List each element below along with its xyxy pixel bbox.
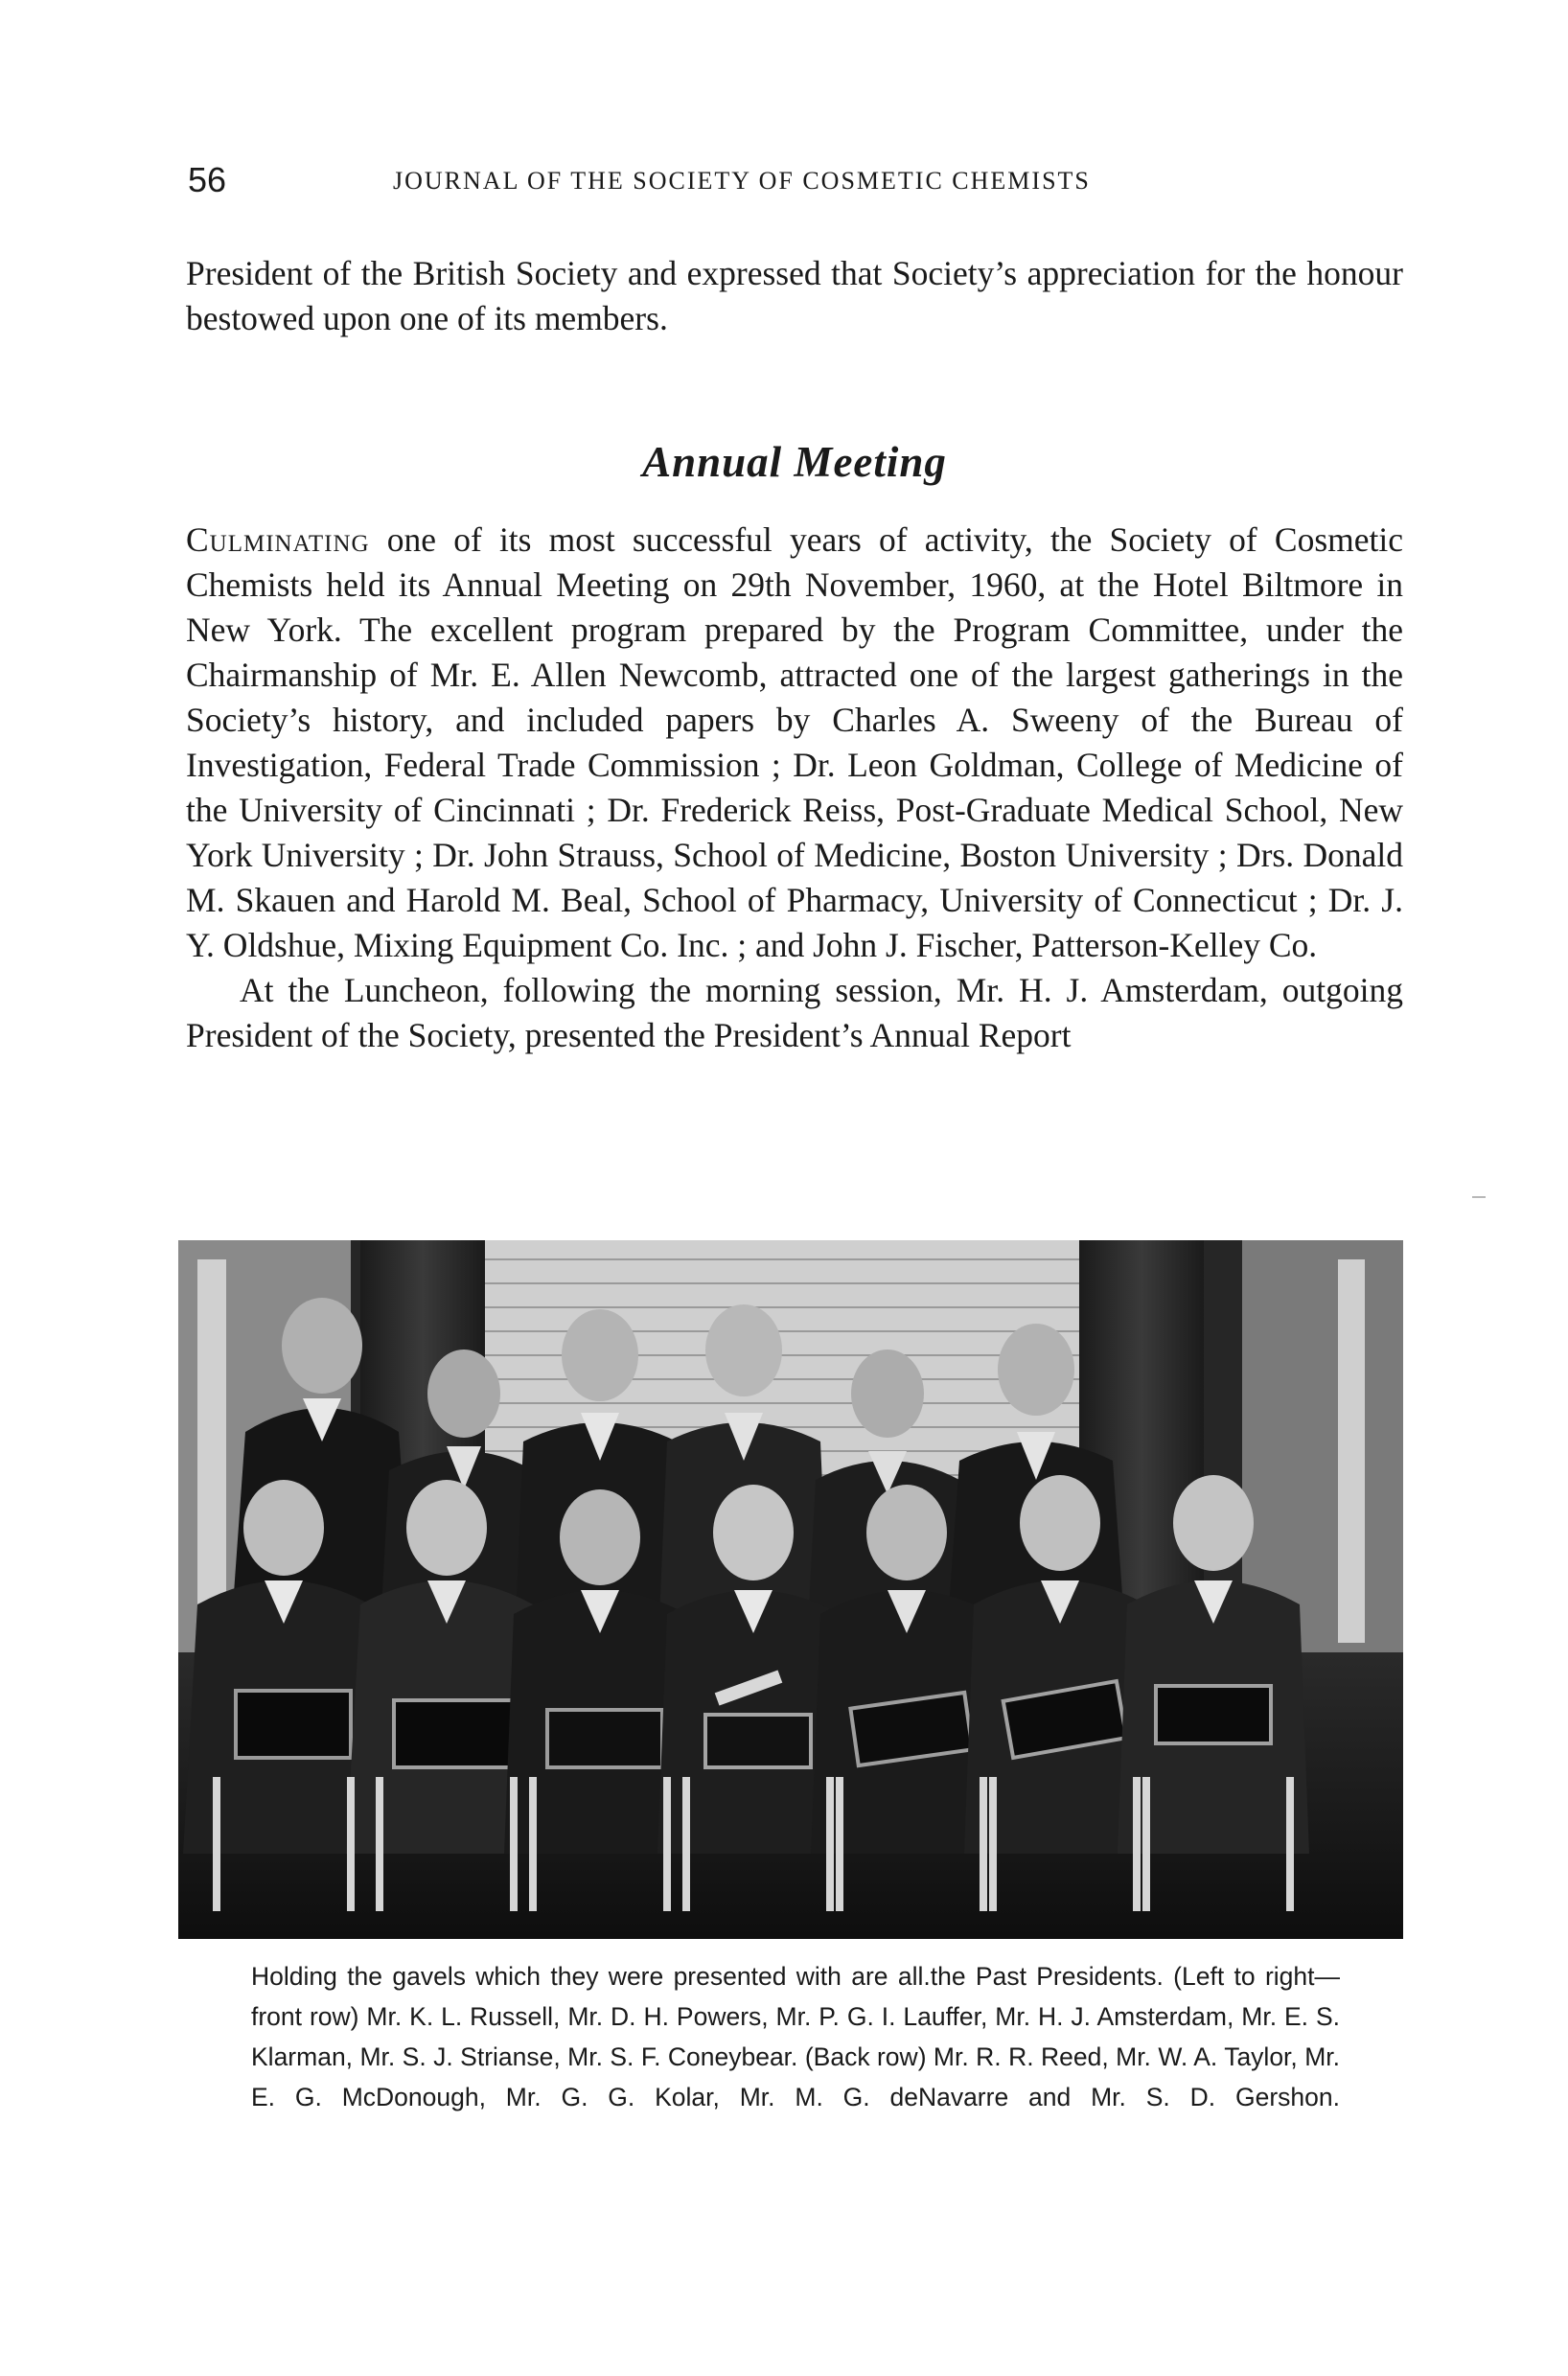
page-number: 56: [188, 160, 227, 199]
group-photo-illustration: [178, 1240, 1403, 1939]
continued-paragraph: President of the British Society and expressed that Society’s appreciation for the honour bestowed upon one of its members.: [186, 254, 1403, 337]
figure-caption: Holding the gavels which they were presented with are all.the Past Presidents. (Left to right—front row) Mr. K. L. Russell, Mr. D. H. Powers, Mr. P. G. I. Lauffer, Mr. H. J. Amsterdam, Mr. E. S. Klarman, Mr. S. J. Strianse, Mr. S. F. Coneybear. (Back row) Mr. R. R. Reed, Mr. W. A. Taylor, Mr. E. G. McDonough, Mr. G. G. Kolar, Mr. M. G. deNavarre and Mr. S. D. Gershon.: [251, 1962, 1340, 2111]
group-photo: [178, 1240, 1403, 1939]
section-body: [186, 518, 1403, 1058]
paragraph-1-lead-in: Culminating: [186, 520, 370, 559]
paragraph-2: At the Luncheon, following the morning session, Mr. H. J. Amsterdam, outgoing President of the Society, presented the President’s Annual Report: [186, 971, 1403, 1054]
running-head: JOURNAL OF THE SOCIETY OF COSMETIC CHEMISTS: [393, 167, 1091, 195]
page-header: [188, 161, 1399, 199]
right-pilaster: [1338, 1259, 1365, 1643]
paragraph-1-text: one of its most successful years of activity, the Society of Cosmetic Chemists held its Annual Meeting on 29th November, 1960, at the Hotel Biltmore in New York. The excellent program prepared by the Program Committee, under the Chairmanship of Mr. E. Allen Newcomb, attracted one of the largest gatherings in the Society’s history, and included papers by Charles A. Sweeny of the Bureau of Investigation, Federal Trade Commission ; Dr. Leon Goldman, College of Medicine of the University of Cincinnati ; Dr. Frederick Reiss, Post-Graduate Medical School, New York University ; Dr. John Strauss, School of Medicine, Boston University ; Drs. Donald M. Skauen and Harold M. Beal, School of Pharmacy, University of Connecticut ; Dr. J. Y. Oldshue, Mixing Equipment Co. Inc. ; and John J. Fischer, Patterson-Kelley Co.: [186, 520, 1403, 964]
paragraph-1: [186, 518, 1403, 968]
left-pilaster: [197, 1259, 226, 1643]
scan-mark: [1472, 1196, 1486, 1198]
section-title: Annual Meeting: [642, 438, 947, 486]
